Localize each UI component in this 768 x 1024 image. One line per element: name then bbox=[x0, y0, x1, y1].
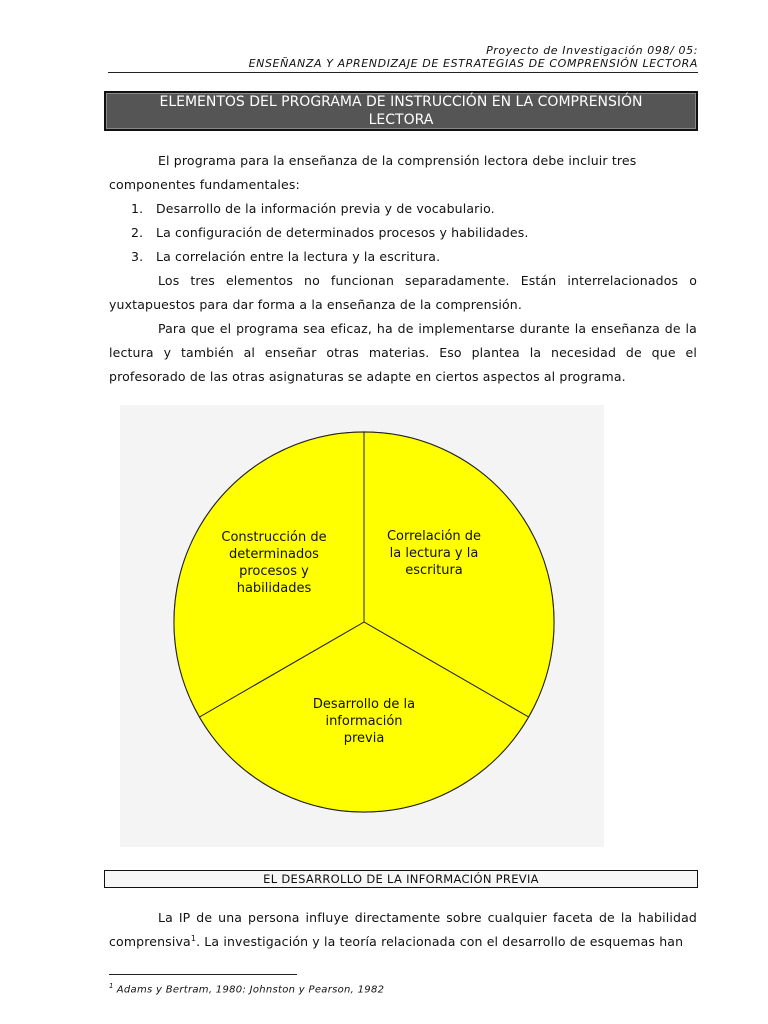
section-title-line-1: ELEMENTOS DEL PROGRAMA DE INSTRUCCIÓN EN LA COMPRENSIÓN bbox=[159, 94, 643, 110]
pie-label-line: previa bbox=[343, 731, 385, 746]
pie-label-line: habilidades bbox=[236, 581, 312, 596]
text-run: comprensiva bbox=[109, 934, 191, 949]
subsection-title-box: EL DESARROLLO DE LA INFORMACIÓN PREVIA bbox=[104, 870, 698, 888]
pie-label-line: escritura bbox=[405, 563, 463, 578]
section-title-line-2: LECTORA bbox=[368, 112, 434, 128]
list-number: 1. bbox=[131, 201, 144, 216]
paragraph-line: yuxtapuestos para dar forma a la enseñanza de la comprensión. bbox=[109, 297, 522, 312]
list-text: Desarrollo de la información previa y de vocabulario. bbox=[156, 201, 495, 216]
footnote-number: 1 bbox=[109, 982, 114, 990]
section-title-box bbox=[104, 91, 698, 131]
pie-label-line: procesos y bbox=[239, 564, 309, 579]
pie-label-line: Construcción de bbox=[221, 530, 327, 545]
paragraph-line: Los tres elementos no funcionan separadamente. Están interrelacionados o bbox=[158, 273, 697, 288]
pie-chart-container bbox=[120, 405, 604, 847]
pie-label-line: información bbox=[325, 714, 403, 729]
page-header bbox=[108, 44, 698, 70]
pie-label-line: la lectura y la bbox=[389, 546, 479, 561]
footnote-ref: 1 bbox=[190, 933, 197, 943]
list-item bbox=[109, 245, 697, 269]
header-title-line: ENSEÑANZA Y APRENDIZAJE DE ESTRATEGIAS DE COMPRENSIÓN LECTORA bbox=[248, 57, 698, 70]
paragraph-line: componentes fundamentales: bbox=[109, 177, 300, 192]
header-project-line: Proyecto de Investigación 098/ 05: bbox=[486, 44, 698, 57]
paragraph-line bbox=[109, 930, 697, 954]
paragraph-line: La IP de una persona influye directamente sobre cualquier faceta de la habilidad bbox=[158, 910, 697, 925]
paragraph-line: lectura y también al enseñar otras materias. Eso plantea la necesidad de que el bbox=[109, 345, 697, 360]
subsection-text bbox=[109, 906, 697, 954]
header-divider bbox=[108, 72, 698, 73]
list-number: 3. bbox=[131, 249, 144, 264]
list-text: La configuración de determinados procesos y habilidades. bbox=[156, 225, 529, 240]
list-number: 2. bbox=[131, 225, 144, 240]
pie-label-line: determinados bbox=[229, 547, 319, 562]
text-run: . La investigación y la teoría relacionada con el desarrollo de esquemas han bbox=[196, 934, 684, 949]
paragraph-line: El programa para la enseñanza de la comprensión lectora debe incluir tres bbox=[158, 153, 637, 168]
pie-label-line: Desarrollo de la bbox=[312, 697, 416, 712]
footnote-text: Adams y Bertram, 1980: Johnston y Pearson, 1982 bbox=[116, 984, 385, 996]
intro-text bbox=[109, 149, 697, 389]
paragraph-line: Para que el programa sea eficaz, ha de implementarse durante la enseñanza de la bbox=[158, 321, 697, 336]
footnote bbox=[109, 982, 384, 995]
list-text: La correlación entre la lectura y la escritura. bbox=[156, 249, 441, 264]
pie-label-line: Correlación de bbox=[386, 529, 482, 544]
pie-chart bbox=[120, 405, 604, 847]
paragraph-line: profesorado de las otras asignaturas se adapte en ciertos aspectos al programa. bbox=[109, 369, 626, 384]
list-item bbox=[109, 197, 697, 221]
list-item bbox=[109, 221, 697, 245]
footnote-divider bbox=[109, 974, 297, 975]
